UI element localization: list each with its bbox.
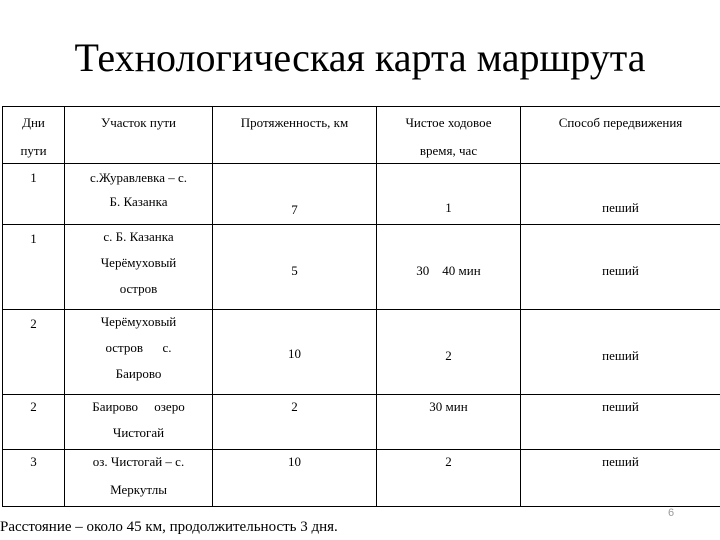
cell-length-value: 10 xyxy=(288,346,301,361)
cell-time xyxy=(377,395,521,450)
cell-method-value: пеший xyxy=(602,200,639,215)
cell-day xyxy=(3,395,65,450)
cell-time xyxy=(377,164,521,225)
page-title: Технологическая карта маршрута xyxy=(74,35,646,80)
cell-length-value: 10 xyxy=(288,454,301,469)
cell-day xyxy=(3,225,65,310)
cell-method-value: пеший xyxy=(602,399,639,414)
header-section xyxy=(65,107,213,164)
route-table xyxy=(2,106,720,507)
cell-time xyxy=(377,310,521,395)
cell-section-line: Меркутлы xyxy=(110,482,167,497)
cell-time xyxy=(377,450,521,507)
cell-day-value: 1 xyxy=(30,231,37,246)
cell-section-line: остров с. xyxy=(105,340,172,355)
cell-day-value: 2 xyxy=(30,399,37,414)
cell-length xyxy=(213,450,377,507)
cell-section-line: с.Журавлевка – с. xyxy=(89,170,188,185)
header-method xyxy=(521,107,720,164)
cell-length xyxy=(213,395,377,450)
cell-section xyxy=(65,395,213,450)
cell-method-value: пеший xyxy=(602,348,639,363)
cell-section-line: оз. Чистогай – с. xyxy=(92,454,185,469)
cell-section-line: Черёмуховый xyxy=(100,255,177,270)
cell-time xyxy=(377,225,521,310)
table-row xyxy=(3,164,720,225)
cell-time-value: 30 мин xyxy=(429,399,468,414)
cell-section-line: с. Б. Казанка xyxy=(103,229,174,244)
cell-method xyxy=(521,450,720,507)
header-day-line2: пути xyxy=(20,143,47,158)
header-day-line1: Дни xyxy=(22,115,45,130)
cell-section-line: Баирово озеро xyxy=(92,399,185,414)
header-time-line2: время, час xyxy=(419,143,478,158)
table-row xyxy=(3,310,720,395)
cell-method-value: пеший xyxy=(602,454,639,469)
page-number: 6 xyxy=(668,507,675,519)
cell-length xyxy=(213,310,377,395)
cell-time-value: 2 xyxy=(445,348,452,363)
header-length-label: Протяженность, км xyxy=(240,115,349,130)
header-section-label: Участок пути xyxy=(101,115,176,130)
header-time-line1: Чистое ходовое xyxy=(405,115,492,130)
cell-section-line: Черёмуховый xyxy=(100,314,177,329)
cell-section-line: Чистогай xyxy=(112,425,165,440)
cell-day xyxy=(3,164,65,225)
cell-length-value: 2 xyxy=(291,399,298,414)
cell-length xyxy=(213,225,377,310)
cell-section-line: Б. Казанка xyxy=(109,194,168,209)
cell-section xyxy=(65,310,213,395)
cell-method-value: пеший xyxy=(602,263,639,278)
cell-section-line: Баирово xyxy=(115,366,162,381)
cell-section-line: остров xyxy=(119,281,158,296)
cell-time-value: 30 40 мин xyxy=(416,263,481,278)
table-header-row xyxy=(3,107,720,164)
cell-method xyxy=(521,164,720,225)
cell-day xyxy=(3,310,65,395)
cell-day-value: 2 xyxy=(30,316,37,331)
footer-summary: Расстояние – около 45 км, продолжительность 3 дня. xyxy=(0,519,338,535)
header-method-label: Способ передвижения xyxy=(558,115,683,130)
cell-section xyxy=(65,225,213,310)
cell-length xyxy=(213,164,377,225)
cell-length-value: 5 xyxy=(291,263,298,278)
table-row xyxy=(3,225,720,310)
header-time xyxy=(377,107,521,164)
cell-section xyxy=(65,450,213,507)
cell-day-value: 1 xyxy=(30,170,37,185)
cell-time-value: 1 xyxy=(445,200,452,215)
cell-time-value: 2 xyxy=(445,454,452,469)
header-length xyxy=(213,107,377,164)
cell-method xyxy=(521,310,720,395)
cell-length-value: 7 xyxy=(291,202,298,217)
cell-day xyxy=(3,450,65,507)
table-row xyxy=(3,395,720,450)
header-day xyxy=(3,107,65,164)
table-row xyxy=(3,450,720,507)
cell-method xyxy=(521,225,720,310)
cell-day-value: 3 xyxy=(30,454,37,469)
cell-section xyxy=(65,164,213,225)
cell-method xyxy=(521,395,720,450)
